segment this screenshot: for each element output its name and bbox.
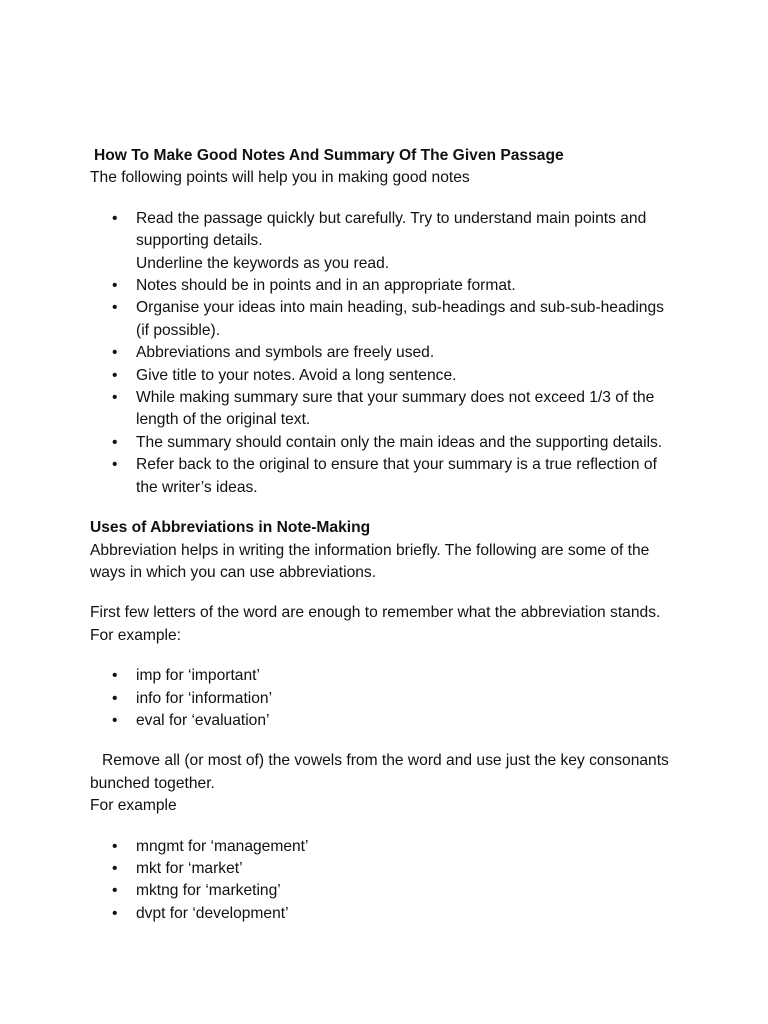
example-label: For example [90,797,177,815]
examples-list [90,836,680,926]
list-item: • mkt for ‘market’ [90,858,680,880]
list-item: • Organise your ideas into main heading, sub-headings and sub-sub-headings (if possible). [90,297,680,342]
section-heading: Uses of Abbreviations in Note-Making [90,519,371,537]
intro-text: The following points will help you in making good notes [90,169,470,187]
list-item: • info for ‘information’ [90,688,680,710]
list-item: • The summary should contain only the main ideas and the supporting details. [90,432,680,454]
example-label: For example: [90,626,181,644]
list-item: • Notes should be in points and in an appropriate format. [90,275,680,297]
list-item-extra-line: Underline the keywords as you read. [136,254,390,272]
list-item: • Refer back to the original to ensure that your summary is a true reflection of the writer’s ideas. [90,454,680,499]
examples-list [90,665,680,732]
list-item: • eval for ‘evaluation’ [90,710,680,732]
document-title: How To Make Good Notes And Summary Of The Given Passage [94,147,564,164]
list-item: • Give title to your notes. Avoid a long sentence. [90,365,680,387]
method-text: First few letters of the word are enough to remember what the abbreviation stands. [90,604,661,622]
list-item: • Read the passage quickly but carefully. Try to understand main points and supporting details. Underline the keywords as you read. [90,208,680,275]
list-item: • mktng for ‘marketing’ [90,880,680,902]
section-intro: Abbreviation helps in writing the information briefly. The following are some of the ways in which you can use abbreviations. [90,541,650,581]
document-page [90,145,680,925]
list-item: • imp for ‘important’ [90,665,680,687]
list-item: • Abbreviations and symbols are freely used. [90,342,680,364]
list-item: • dvpt for ‘development’ [90,903,680,925]
notes-tips-list [90,208,680,499]
list-item: • While making summary sure that your summary does not exceed 1/3 of the length of the original text. [90,387,680,432]
method-text: Remove all (or most of) the vowels from the word and use just the key consonants bunched together. [90,752,669,792]
list-item: • mngmt for ‘management’ [90,836,680,858]
